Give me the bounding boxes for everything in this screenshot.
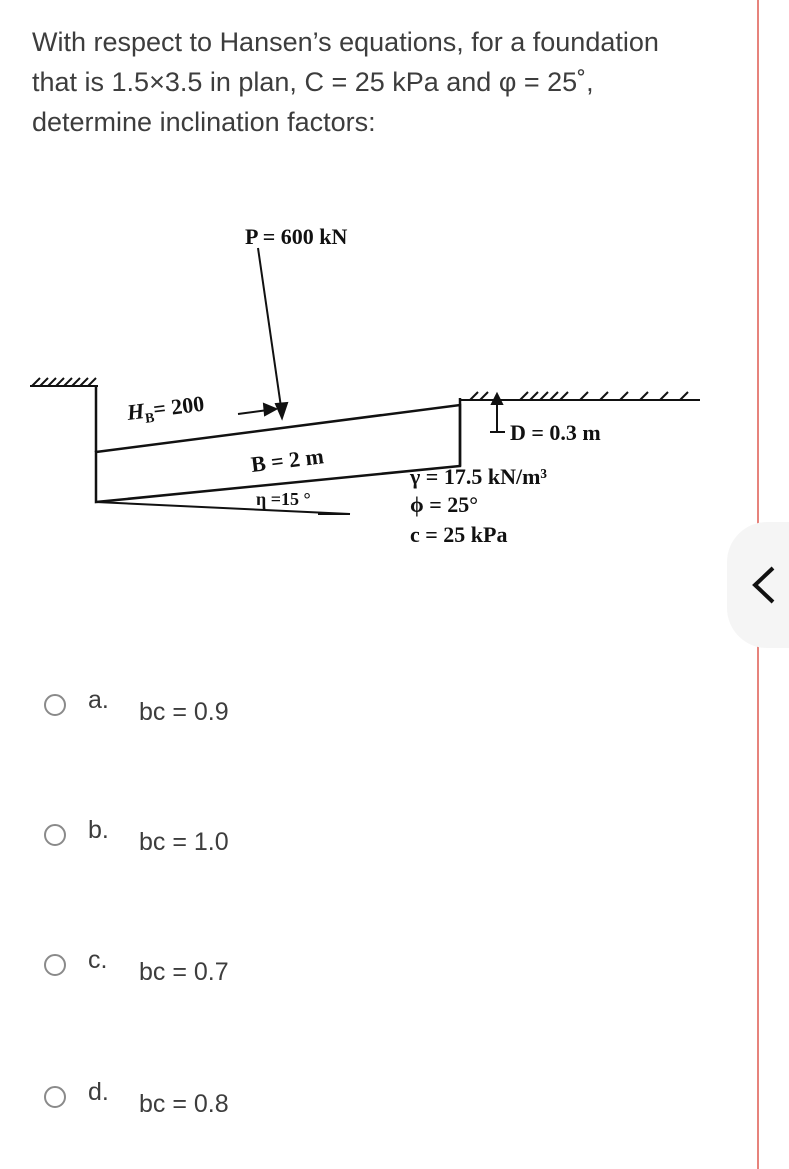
- option-text: bc = 0.9: [139, 698, 229, 726]
- option-c[interactable]: [40, 946, 440, 996]
- option-letter: b.: [88, 816, 109, 844]
- foundation-diagram: [0, 200, 720, 570]
- option-b[interactable]: [40, 816, 440, 866]
- unit-weight-label: γ = 17.5 kN/m³: [410, 464, 547, 489]
- option-text: bc = 1.0: [139, 828, 229, 856]
- angle-label: η =15 °: [256, 489, 311, 509]
- question-line-2: that is 1.5×3.5 in plan, C = 25 kPa and φ = 25˚,: [32, 67, 594, 97]
- collapse-panel-button[interactable]: [727, 522, 789, 648]
- option-d[interactable]: [40, 1078, 440, 1128]
- option-a[interactable]: [40, 686, 440, 736]
- load-label: P = 600 kN: [245, 224, 348, 249]
- question-text: [32, 22, 732, 142]
- footing-base-line: [96, 502, 350, 514]
- option-text: bc = 0.8: [139, 1090, 229, 1118]
- option-letter: c.: [88, 946, 108, 974]
- horizontal-load-label: $H_B= 200$: [125, 390, 206, 427]
- cohesion-label: c = 25 kPa: [410, 522, 508, 547]
- chevron-left-icon: [749, 564, 779, 606]
- width-label: B = 2 m: [249, 443, 326, 477]
- radio-empty-icon[interactable]: [44, 824, 66, 846]
- question-line-1: With respect to Hansen’s equations, for a foundation: [32, 27, 659, 57]
- ground-hatch-left: [30, 378, 98, 386]
- friction-angle-label: ϕ = 25°: [410, 492, 479, 517]
- option-text: bc = 0.7: [139, 958, 229, 986]
- radio-empty-icon[interactable]: [44, 1086, 66, 1108]
- question-line-3: determine inclination factors:: [32, 107, 376, 137]
- depth-label: D = 0.3 m: [510, 420, 601, 445]
- radio-empty-icon[interactable]: [44, 954, 66, 976]
- option-letter: a.: [88, 686, 109, 714]
- radio-empty-icon[interactable]: [44, 694, 66, 716]
- vertical-load-arrow: [258, 248, 287, 418]
- option-letter: d.: [88, 1078, 109, 1106]
- horizontal-load-arrow: [238, 404, 276, 415]
